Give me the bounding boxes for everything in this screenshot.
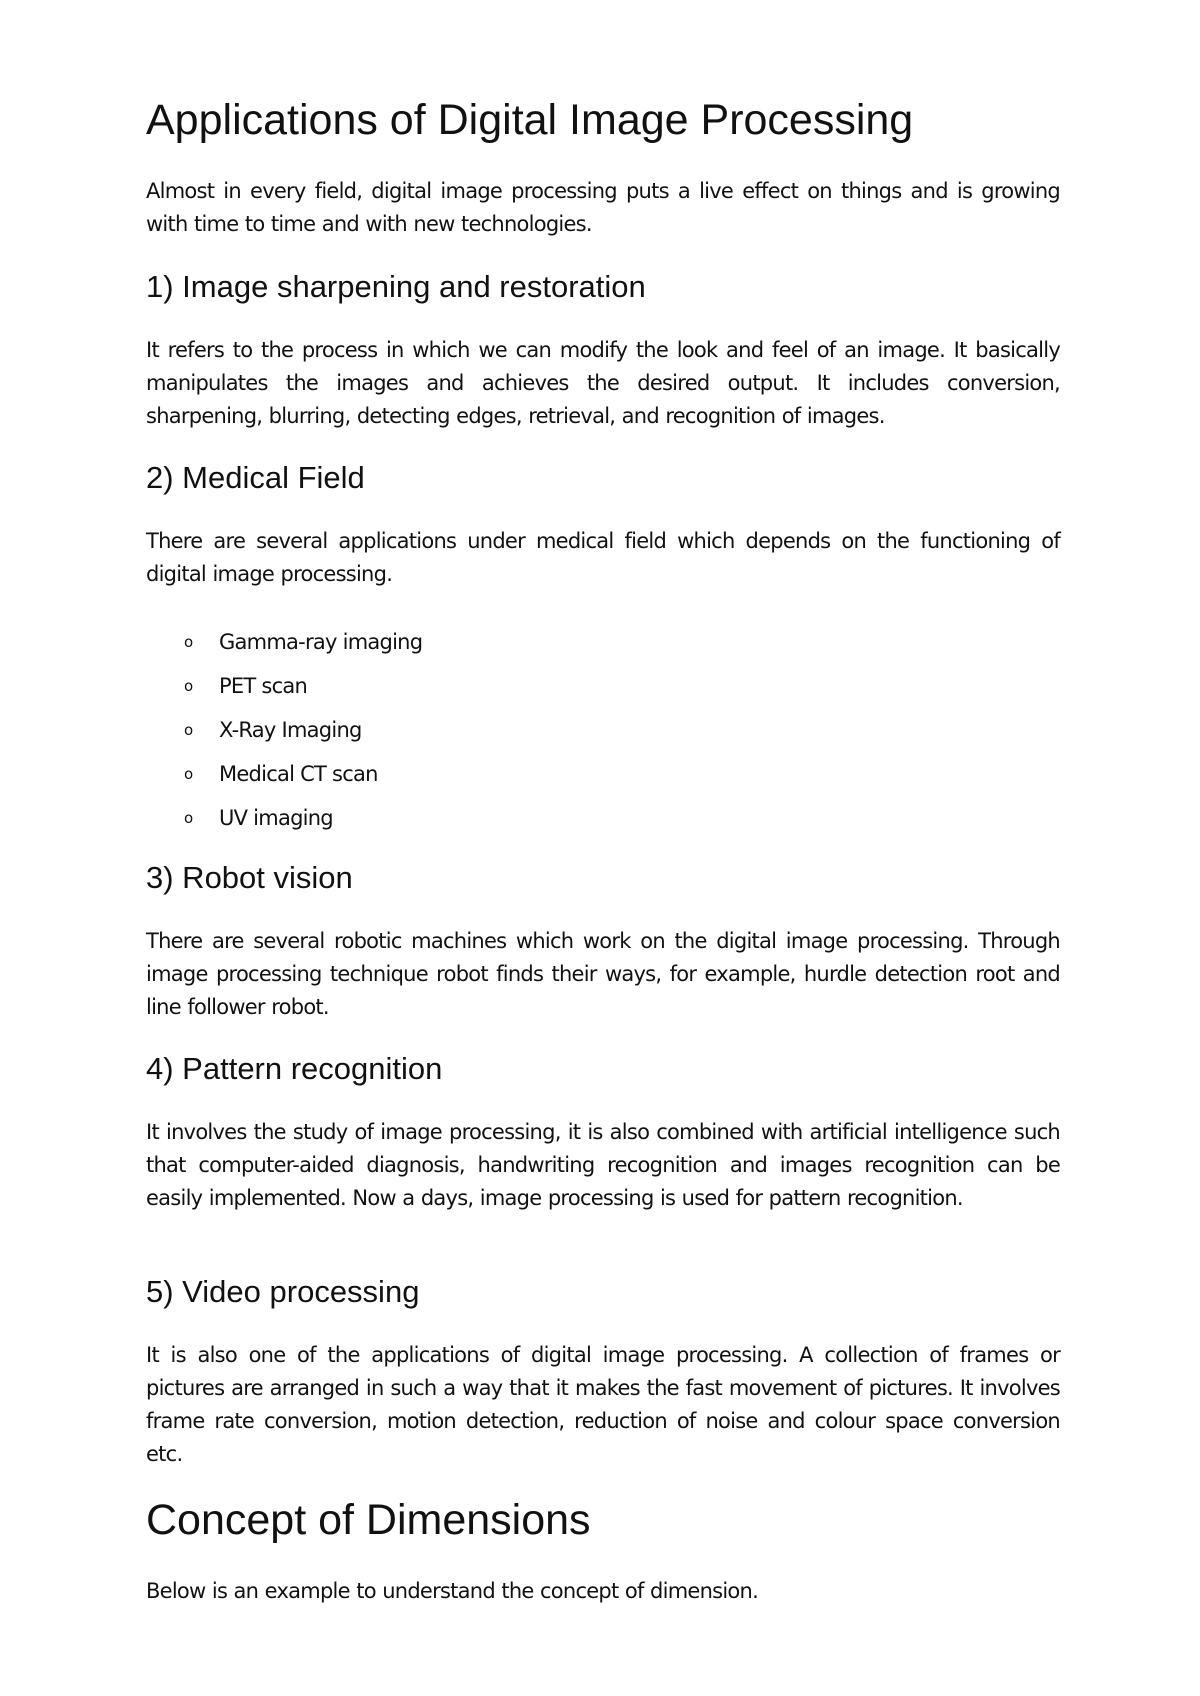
list-item-label: X-Ray Imaging <box>219 718 362 742</box>
section-text-1: It refers to the process in which we can modify the look and feel of an image. It basically manipulates the images and achieves the desired output. It includes conversion, sharpening, blurring, detecting edges, retrieval, and recognition of images. <box>146 338 1060 428</box>
section-text-2: There are several applications under medical field which depends on the functioning of digital image processing. <box>146 529 1060 586</box>
concept-text: Below is an example to understand the concept of dimension. <box>146 1579 759 1603</box>
list-item <box>146 752 1060 796</box>
list-item <box>146 796 1060 840</box>
section-heading-3: 3) Robot vision <box>146 860 353 895</box>
intro-paragraph: Almost in every field, digital image processing puts a live effect on things and is growing with time to time and with new technologies. <box>146 179 1060 236</box>
list-item-label: Medical CT scan <box>219 762 378 786</box>
bullet-icon: o <box>184 809 193 827</box>
page-title: Applications of Digital Image Processing <box>146 96 914 144</box>
bullet-icon: o <box>184 633 193 651</box>
section-text-3: There are several robotic machines which work on the digital image processing. Through image processing technique robot finds their ways, for example, hurdle detection root and line follower robot. <box>146 929 1060 1019</box>
bullet-icon: o <box>184 677 193 695</box>
section-heading-2: 2) Medical Field <box>146 460 365 495</box>
section-text-5: It is also one of the applications of digital image processing. A collection of frames or pictures are arranged in such a way that it makes the fast movement of pictures. It involves frame rate conversion, motion detection, reduction of noise and colour space conversion etc. <box>146 1343 1060 1466</box>
bullet-icon: o <box>184 721 193 739</box>
list-item <box>146 620 1060 664</box>
list-item <box>146 664 1060 708</box>
section-heading-5: 5) Video processing <box>146 1274 420 1309</box>
section-text-4: It involves the study of image processing, it is also combined with artificial intelligence such that computer-aided diagnosis, handwriting recognition and images recognition can be easily implemented. Now a days, image processing is used for pattern recognition. <box>146 1120 1060 1210</box>
list-item <box>146 708 1060 752</box>
section-heading-1: 1) Image sharpening and restoration <box>146 269 646 304</box>
bullet-icon: o <box>184 765 193 783</box>
list-item-label: PET scan <box>219 674 308 698</box>
medical-imaging-list <box>146 620 1060 840</box>
list-item-label: UV imaging <box>219 806 333 830</box>
section-heading-4: 4) Pattern recognition <box>146 1051 443 1086</box>
concept-title: Concept of Dimensions <box>146 1496 591 1544</box>
list-item-label: Gamma-ray imaging <box>219 630 423 654</box>
